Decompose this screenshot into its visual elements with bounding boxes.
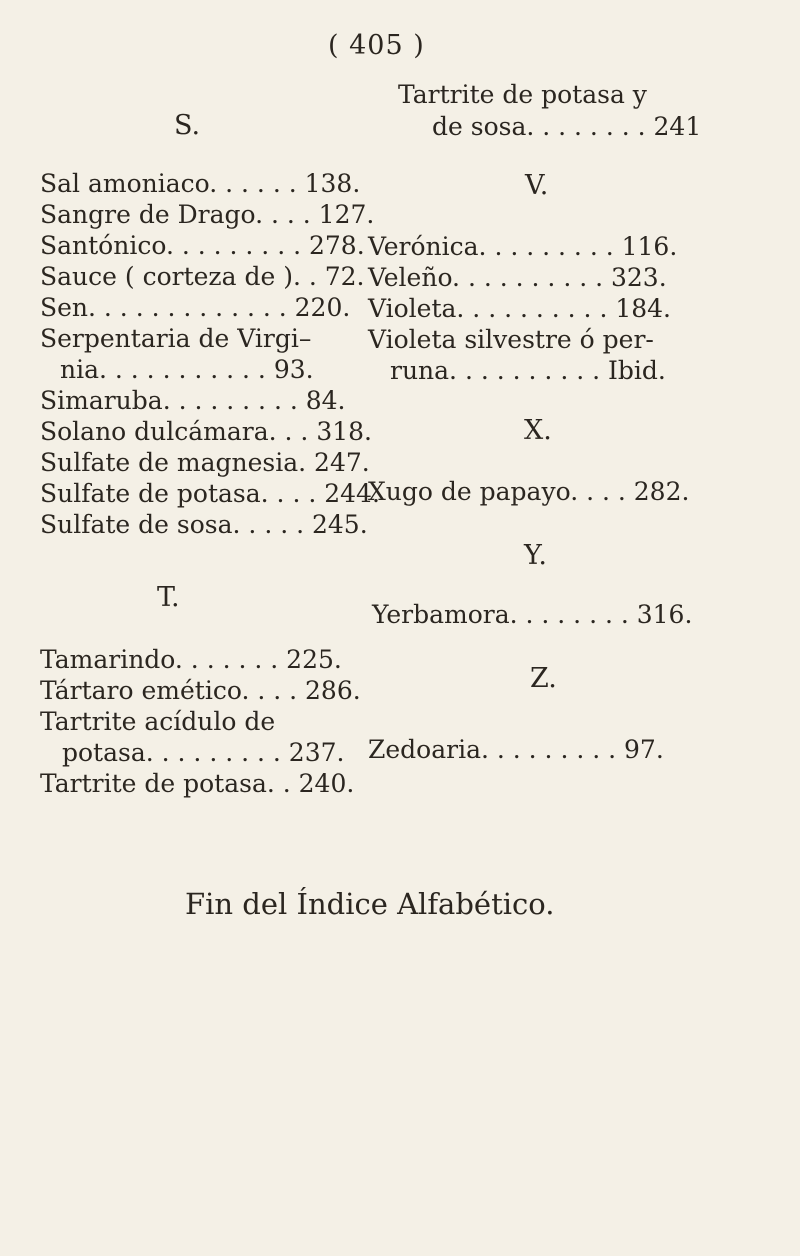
index-entry: Zedoaria. . . . . . . . . 97. <box>368 735 664 764</box>
section-header-y: Y. <box>524 540 547 571</box>
index-entry: Simaruba. . . . . . . . . 84. <box>40 386 346 415</box>
page-number: ( 405 ) <box>328 30 425 61</box>
index-entry: Sangre de Drago. . . . 127. <box>40 200 375 229</box>
section-header-t: T. <box>157 582 180 613</box>
section-header-s: S. <box>174 110 201 141</box>
index-entry: Sulfate de magnesia. 247. <box>40 448 370 477</box>
index-entry: Tartrite de potasa. . 240. <box>40 769 355 798</box>
index-entry: Violeta. . . . . . . . . . 184. <box>368 294 672 323</box>
section-header-x: X. <box>524 415 552 446</box>
index-entry: Serpentaria de Virgi– <box>40 324 312 353</box>
section-header-v: V. <box>525 170 549 201</box>
index-entry: Xugo de papayo. . . . 282. <box>368 477 690 506</box>
index-entry: Sulfate de sosa. . . . . 245. <box>40 510 368 539</box>
index-entry: Sal amoniaco. . . . . . 138. <box>40 169 361 198</box>
index-entry: Verónica. . . . . . . . . 116. <box>368 232 678 261</box>
index-entry: Sen. . . . . . . . . . . . . 220. <box>40 293 351 322</box>
index-entry-continuation: nia. . . . . . . . . . . 93. <box>60 355 314 384</box>
index-entry: Santónico. . . . . . . . . 278. <box>40 231 365 260</box>
index-entry: Solano dulcámara. . . 318. <box>40 417 372 446</box>
index-entry: Tártaro emético. . . . 286. <box>40 676 361 705</box>
index-entry: Sulfate de potasa. . . . 244. <box>40 479 380 508</box>
index-entry-continued: Tartrite de potasa y <box>398 80 647 109</box>
footer-text: Fin del Índice Alfabético. <box>185 887 555 921</box>
index-entry: Yerbamora. . . . . . . . 316. <box>372 600 693 629</box>
index-entry: Tamarindo. . . . . . . 225. <box>40 645 342 674</box>
index-entry: Tartrite acídulo de <box>40 707 276 736</box>
index-entry: Sauce ( corteza de ). . 72. <box>40 262 365 291</box>
index-entry-continuation: potasa. . . . . . . . . 237. <box>62 738 345 767</box>
section-header-z: Z. <box>530 663 557 694</box>
index-entry: Veleño. . . . . . . . . . 323. <box>368 263 667 292</box>
index-entry-continuation: runa. . . . . . . . . . Ibid. <box>390 356 666 385</box>
index-entry-continuation: de sosa. . . . . . . . 241 <box>432 112 702 141</box>
index-entry: Violeta silvestre ó per- <box>368 325 654 354</box>
